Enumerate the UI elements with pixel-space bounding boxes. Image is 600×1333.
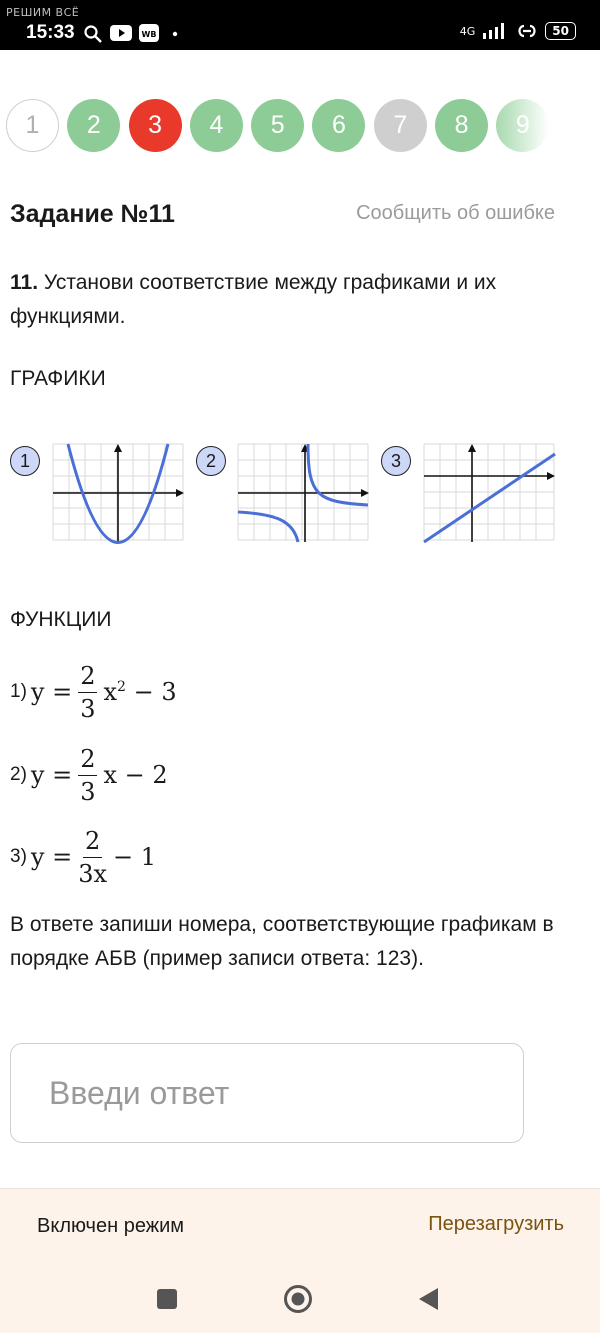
function-rhs: − 1: [113, 843, 157, 871]
wb-app-icon: [139, 24, 159, 42]
step-8[interactable]: [435, 99, 488, 152]
watermark-text: РЕШИМ ВСЁ: [6, 6, 80, 19]
step-label: 5: [270, 111, 285, 139]
step-label: 4: [209, 111, 224, 139]
fraction-numerator: 2: [78, 744, 97, 776]
banner-text: Включен режим: [37, 1215, 185, 1237]
curve-hyperbola-left: [238, 512, 298, 542]
step-label: 3: [148, 111, 163, 139]
square-icon: [156, 1288, 178, 1310]
fraction-denominator: 3: [80, 694, 96, 723]
svg-text:WB: WB: [141, 30, 157, 39]
function-rhs: x − 2: [103, 761, 168, 789]
step-label: 7: [393, 111, 408, 139]
back-button[interactable]: [398, 1264, 458, 1333]
step-label: 8: [454, 111, 469, 139]
graphs-heading: ГРАФИКИ: [10, 367, 106, 390]
network-type: 4G: [459, 24, 476, 38]
fraction-numerator: 2: [78, 661, 97, 693]
step-label: 6: [332, 111, 346, 139]
function-lhs: y =: [30, 761, 73, 789]
step-label: 9: [515, 111, 530, 139]
step-9[interactable]: [496, 99, 549, 152]
triangle-back-icon: [417, 1287, 439, 1311]
system-nav-bar: [0, 1264, 600, 1333]
status-time: 15:33: [26, 22, 75, 43]
signal-icon: [481, 23, 509, 39]
step-6[interactable]: [312, 99, 365, 152]
task-title: Задание №11: [10, 200, 175, 228]
function-1: [10, 657, 177, 727]
function-number: 3): [10, 846, 27, 867]
curve-line: [424, 454, 555, 542]
question-body: Установи соответствие между графиками и их функциями.: [10, 271, 497, 328]
function-number: 2): [10, 764, 27, 785]
home-button[interactable]: [268, 1264, 328, 1333]
function-fraction: [78, 826, 107, 889]
graph-grid: [238, 444, 368, 540]
search-icon: [83, 24, 103, 44]
fraction-numerator: 2: [83, 826, 102, 858]
fraction-denominator: 3: [80, 777, 96, 806]
function-rhs: − 3: [133, 678, 177, 706]
report-error-link[interactable]: Сообщить об ошибке: [356, 202, 555, 224]
reload-button[interactable]: Перезагрузить: [428, 1213, 564, 1235]
answer-instructions: В ответе запиши номера, соответствующие графикам в порядке АБВ (пример записи ответа: 123).: [10, 913, 554, 970]
answer-input[interactable]: [11, 1044, 523, 1142]
dot-icon: [172, 31, 178, 37]
battery-level: 50: [545, 22, 576, 40]
graph-grid: [424, 444, 554, 540]
step-2[interactable]: [67, 99, 120, 152]
graph-badge-1: 1: [10, 446, 40, 476]
function-lhs: y =: [30, 843, 73, 871]
recents-button[interactable]: [137, 1264, 197, 1333]
graph-2-hyperbola: [235, 441, 371, 545]
functions-heading: ФУНКЦИИ: [10, 608, 112, 631]
task-steps: [6, 99, 558, 152]
answer-field[interactable]: [10, 1043, 524, 1143]
function-fraction: [78, 744, 97, 807]
link-icon: [515, 22, 539, 40]
curve-hyperbola-right: [308, 444, 368, 505]
function-number: 1): [10, 681, 27, 702]
graph-1-parabola: [50, 441, 186, 545]
function-2: [10, 740, 168, 810]
circle-home-icon: [283, 1284, 313, 1314]
function-3: [10, 822, 156, 892]
question-text: [10, 266, 570, 334]
step-4[interactable]: [190, 99, 243, 152]
function-lhs: y =: [30, 678, 73, 706]
function-x-squared: $x^2$: [103, 678, 126, 706]
step-1[interactable]: [6, 99, 59, 152]
step-7[interactable]: [374, 99, 427, 152]
function-fraction: [78, 661, 97, 724]
step-label: 1: [25, 111, 40, 139]
graph-badge-3: 3: [381, 446, 411, 476]
status-bar: [0, 0, 600, 50]
status-right: [460, 22, 576, 40]
graph-3-line: [421, 441, 557, 545]
step-3[interactable]: [129, 99, 182, 152]
youtube-icon: [110, 24, 132, 42]
step-5[interactable]: [251, 99, 304, 152]
mode-banner: [0, 1188, 600, 1265]
fraction-denominator: 3x: [78, 859, 108, 888]
question-number: 11.: [10, 271, 39, 294]
step-label: 2: [86, 111, 101, 139]
graph-badge-2: 2: [196, 446, 226, 476]
